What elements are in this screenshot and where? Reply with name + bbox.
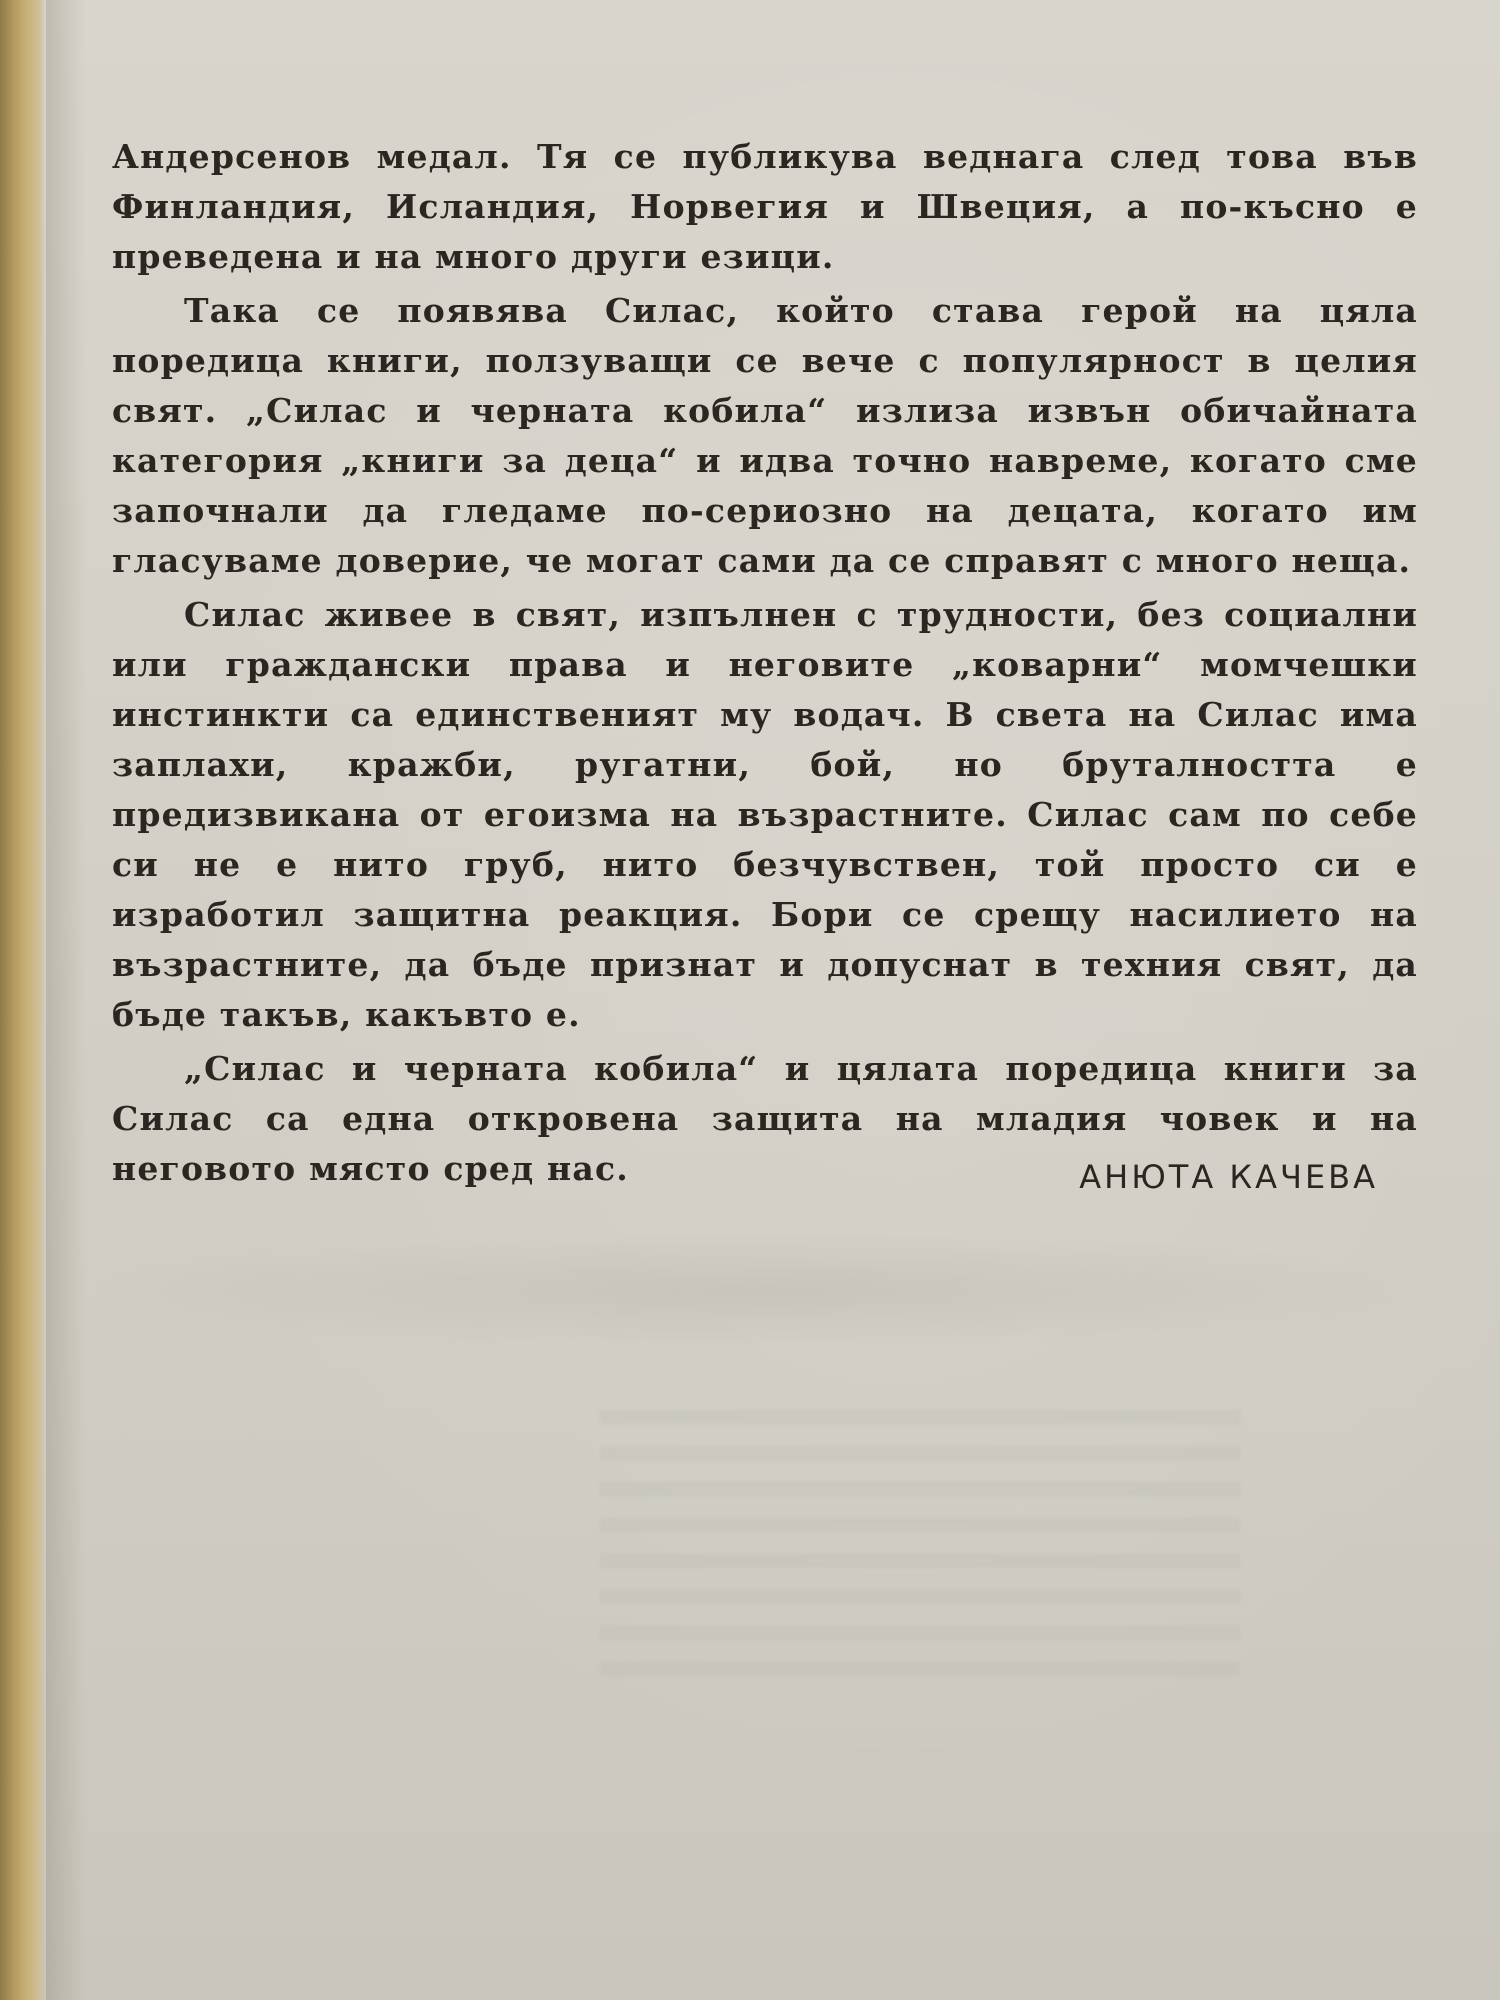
paragraph-3: Силас живее в свят, изпълнен с трудности, без социални или граждански права и неговите „коварни“ момчешки инстинкти са единственият му водач. В света на Силас има заплахи, кражби, ругатни, бой, но бруталността е предизвикана от егоизма на възрастните. Силас сам по себе си не е нито груб, нито безчувствен, той просто си е изработил защитна реакция. Бори се срещу насилието на възрастните, да бъде признат и допуснат в техния свят, да бъде такъв, какъвто е. xyxy=(112,595,1418,1034)
paragraph-2: Така се появява Силас, който става герой на цяла поредица книги, ползуващи се вече с популярност в целия свят. „Силас и черната кобила“ излиза извън обичайната категория „книги за деца“ и идва точно навреме, когато сме започнали да гледаме по-сериозно на децата, когато им гласуваме доверие, че могат сами да се справят с много неща. xyxy=(112,291,1418,580)
gutter-shadow xyxy=(46,0,86,2000)
book-spine xyxy=(0,0,46,2000)
paragraph-1: Андерсенов медал. Тя се публикува веднага след това във Финландия, Исландия, Норвегия и Швеция, а по-късно е преведена и на много други езици. xyxy=(112,137,1418,276)
author-signature: АНЮТА КАЧЕВА xyxy=(1079,1158,1378,1196)
body-text xyxy=(112,132,1418,1198)
page-fold-shadow xyxy=(80,1230,1460,1350)
show-through-text xyxy=(600,1410,1240,1680)
paragraph-4: „Силас и черната кобила“ и цялата поредица книги за Силас са една откровена защита на младия човек и на неговото място сред нас. xyxy=(112,1049,1418,1188)
